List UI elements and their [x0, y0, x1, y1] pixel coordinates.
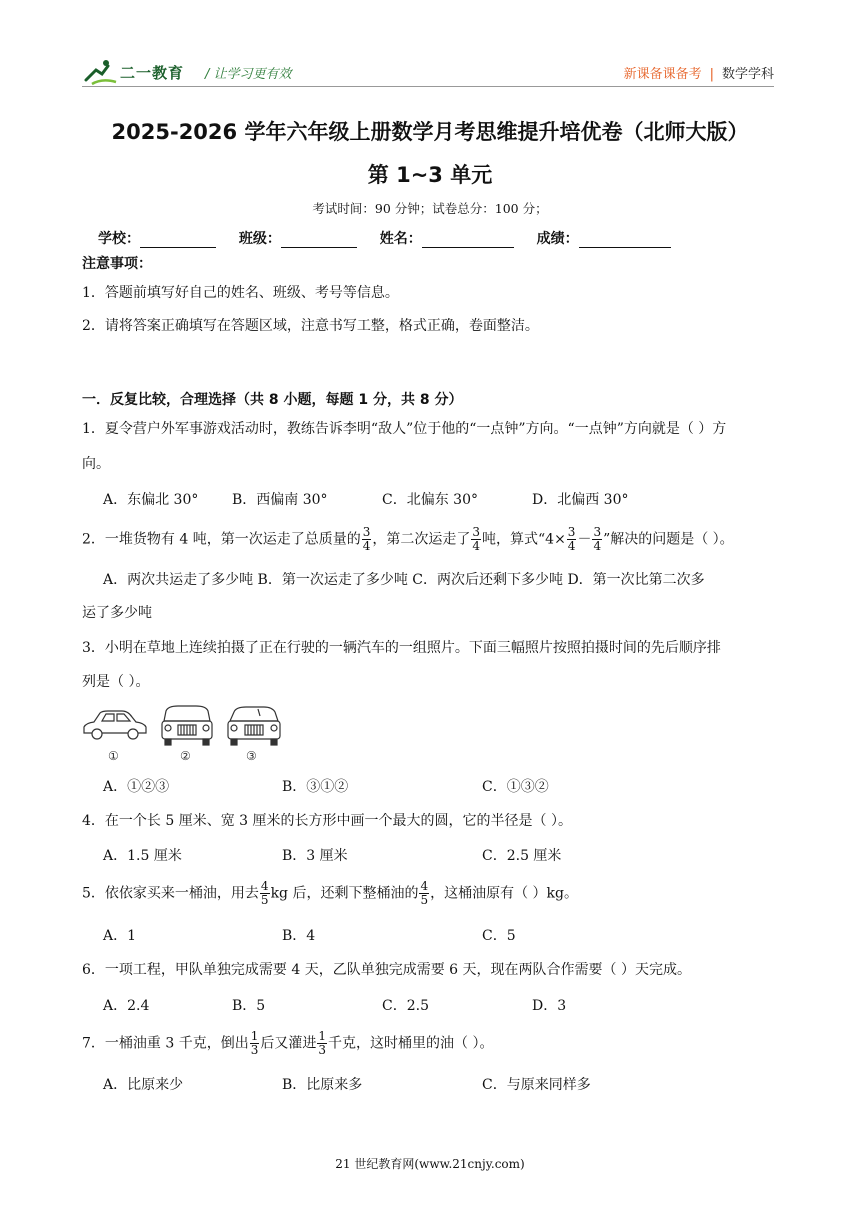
score-blank[interactable]: [579, 233, 671, 248]
q7-frac1-num: 1: [250, 1029, 259, 1043]
q5-frac2-den: 5: [420, 893, 429, 907]
q7-text-1: 7．一桶油重 3 千克，倒出: [82, 1035, 249, 1052]
class-blank[interactable]: [281, 233, 357, 248]
q1-option-d[interactable]: D．北偏西 30°: [532, 492, 629, 508]
car-front-angle-icon: [228, 707, 280, 745]
section-heading: 一．反复比较，合理选择（共 8 小题，每题 1 分，共 8 分）: [82, 392, 463, 408]
header-category: 新课备课备考: [623, 67, 702, 82]
q3-option-a[interactable]: A．①②③: [103, 779, 170, 795]
notice-item-1: 1．答题前填写好自己的姓名、班级、考号等信息。: [82, 285, 399, 301]
q5-text-3: ，这桶油原有（ ）kg。: [430, 885, 579, 902]
q7-frac2-den: 3: [318, 1043, 326, 1057]
header-right: [624, 63, 774, 82]
q5-text-1: 5．依依家买来一桶油，用去: [82, 885, 259, 902]
q4-option-b[interactable]: B．3 厘米: [282, 848, 348, 864]
q5-text-2: kg 后，还剩下整桶油的: [270, 885, 419, 902]
header-separator: |: [709, 67, 714, 82]
page-footer: 21 世纪教育网(www.21cnjy.com): [335, 1157, 525, 1171]
q1-option-c[interactable]: C．北偏东 30°: [382, 492, 478, 508]
student-info-row: [98, 228, 689, 248]
header-divider: [82, 86, 774, 87]
q5-option-c[interactable]: C．5: [482, 928, 516, 944]
car-front-icon: [162, 706, 212, 745]
q3-stem-cont: 列是（ ）。: [82, 674, 150, 690]
q2-fraction-3: [567, 526, 577, 553]
q6-option-c[interactable]: C．2.5: [382, 998, 429, 1014]
q2-fraction-2: [471, 526, 481, 553]
q3-option-b[interactable]: B．③①②: [282, 779, 349, 795]
q7-frac1-den: 3: [250, 1043, 259, 1057]
q5-option-b[interactable]: B．4: [282, 928, 316, 944]
q5-frac1-num: 4: [260, 879, 269, 893]
q3-stem: 3．小明在草地上连续拍摄了正在行驶的一辆汽车的一组照片。下面三幅照片按照拍摄时间的先后顺序排: [82, 640, 721, 656]
q1-stem-cont: 向。: [82, 456, 110, 472]
q6-option-a[interactable]: A．2.4: [103, 998, 150, 1014]
page-title: 2025-2026 学年六年级上册数学月考思维提升培优卷（北师大版）: [111, 120, 749, 144]
q2-frac4-num: 3: [593, 525, 602, 539]
q5-frac1-den: 5: [260, 893, 269, 907]
header-subject: 数学学科: [721, 67, 774, 82]
q5-stem: [82, 880, 578, 907]
class-label: 班级：: [238, 231, 281, 247]
q6-option-b[interactable]: B．5: [232, 998, 266, 1014]
q1-option-b[interactable]: B．西偏南 30°: [232, 492, 328, 508]
q4-option-a[interactable]: A．1.5 厘米: [103, 848, 182, 864]
notice-heading: 注意事项：: [82, 256, 152, 272]
school-blank[interactable]: [140, 233, 216, 248]
q1-stem: 1．夏令营户外军事游戏活动时，教练告诉李明“敌人”位于他的“一点钟”方向。“一点钟”方向就是（ ）方: [82, 421, 727, 437]
exam-info: 考试时间：90 分钟；试卷总分：100 分；: [312, 201, 548, 216]
score-label: 成绩：: [536, 231, 579, 247]
q2-text-4: －: [577, 531, 592, 548]
q5-fraction-1: [260, 880, 270, 907]
name-label: 姓名：: [379, 231, 422, 247]
q2-frac3-den: 4: [567, 539, 576, 553]
notice-item-2: 2．请将答案正确填写在答题区域，注意书写工整，格式正确，卷面整洁。: [82, 318, 539, 334]
q3-option-c[interactable]: C．①③②: [482, 779, 549, 795]
q2-frac2-den: 4: [472, 539, 480, 553]
q2-fraction-4: [592, 526, 602, 553]
q7-option-a[interactable]: A．比原来少: [103, 1077, 184, 1093]
car-side-icon: [84, 711, 146, 739]
name-blank[interactable]: [422, 233, 514, 248]
q7-option-c[interactable]: C．与原来同样多: [482, 1077, 591, 1093]
car-photos-figure: [82, 703, 282, 765]
page-subtitle: 第 1~3 单元: [367, 163, 493, 187]
q2-frac2-num: 3: [472, 525, 480, 539]
q2-text-1: 2．一堆货物有 4 吨，第一次运走了总质量的: [82, 531, 361, 548]
q6-stem: 6．一项工程，甲队单独完成需要 4 天，乙队单独完成需要 6 天，现在两队合作需要（ ）天完成。: [82, 962, 691, 978]
q7-fraction-1: [250, 1030, 260, 1057]
q2-text-2: ，第二次运走了: [372, 531, 471, 548]
q2-frac4-den: 4: [593, 539, 602, 553]
q7-fraction-2: [317, 1030, 327, 1057]
q1-option-a[interactable]: A．东偏北 30°: [103, 492, 199, 508]
q2-frac1-num: 3: [362, 525, 371, 539]
q2-frac1-den: 4: [362, 539, 371, 553]
header-slogan: / 让学习更有效: [205, 67, 292, 82]
q2-fraction-1: [362, 526, 372, 553]
q7-frac2-num: 1: [318, 1029, 326, 1043]
q7-option-b[interactable]: B．比原来多: [282, 1077, 363, 1093]
q7-text-2: 后又灌进: [260, 1035, 317, 1052]
logo-text: 二一教育: [120, 65, 185, 82]
photo-label-3: ③: [246, 749, 257, 763]
q2-text-5: ”解决的问题是（ ）。: [603, 531, 734, 548]
q2-frac3-num: 3: [567, 525, 576, 539]
q7-text-3: 千克，这时桶里的油（ ）。: [328, 1035, 494, 1052]
q4-option-c[interactable]: C．2.5 厘米: [482, 848, 562, 864]
photo-label-1: ①: [108, 749, 119, 763]
q2-text-3: 吨，算式“4×: [482, 531, 566, 548]
q2-stem: [82, 526, 734, 553]
q6-option-d[interactable]: D．3: [532, 998, 567, 1014]
q5-option-a[interactable]: A．1: [103, 928, 137, 944]
photo-label-2: ②: [180, 749, 191, 763]
q4-stem: 4．在一个长 5 厘米、宽 3 厘米的长方形中画一个最大的圆，它的半径是（ ）。: [82, 813, 572, 829]
q5-frac2-num: 4: [420, 879, 429, 893]
q5-fraction-2: [419, 880, 429, 907]
q2-options[interactable]: A．两次共运走了多少吨 B．第一次运走了多少吨 C．两次后还剩下多少吨 D．第一次比第二次多: [103, 572, 705, 588]
q7-stem: [82, 1030, 493, 1057]
q2-options-cont[interactable]: 运了多少吨: [82, 605, 152, 621]
school-label: 学校：: [98, 231, 140, 247]
